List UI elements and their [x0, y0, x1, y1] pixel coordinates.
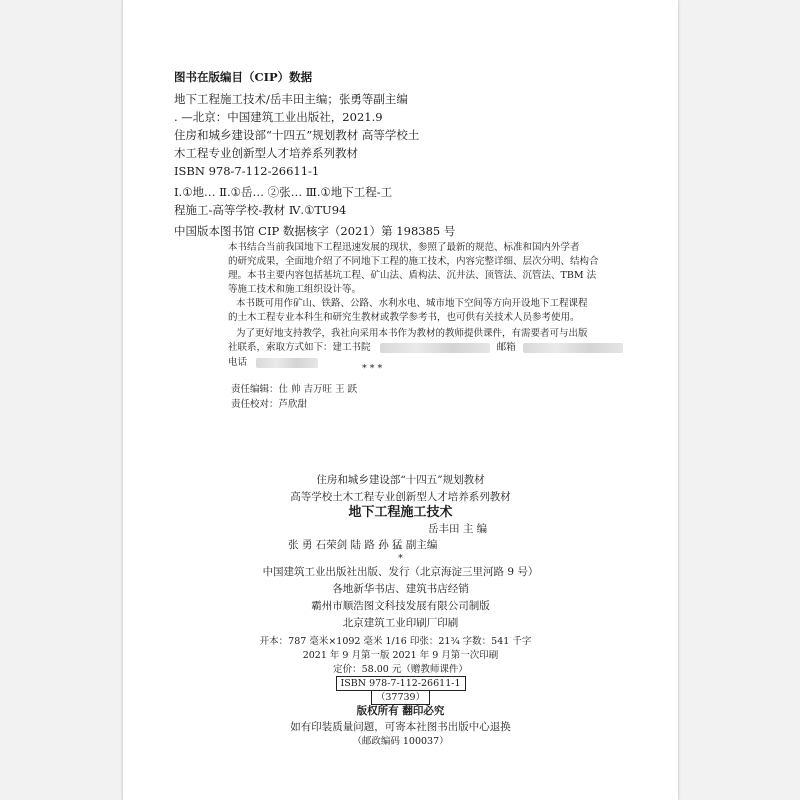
summary-line: 社联系，索取方式如下：建工书院: [228, 342, 371, 353]
proofreader-line: 责任校对：芦欣甜: [231, 399, 308, 410]
edition-line: 2021 年 9 月第一版 2021 年 9 月第一次印刷: [302, 650, 499, 661]
return-notice: 如有印装质量问题，可寄本社图书出版中心退换: [290, 721, 511, 733]
postcode-line: （邮政编码 100037）: [352, 736, 449, 747]
summary-line: 本书结合当前我国地下工程迅速发展的现状，参照了最新的规范、标准和国内外学者: [228, 242, 580, 253]
summary-line: 本书既可用作矿山、铁路、公路、水利水电、城市地下空间等方向开设地下工程课程: [236, 298, 588, 309]
distributor-line: 各地新华书店、建筑书店经销: [332, 583, 469, 595]
cip-line: 程施工-高等学校-教材 Ⅳ.①TU94: [174, 203, 347, 217]
summary-line: 为了更好地支持教学，我社向采用本书作为教材的教师提供课件，有需要者可与出版: [236, 328, 588, 339]
email-label: 邮箱: [496, 342, 516, 353]
publisher-line: 中国建筑工业出版社出版、发行（北京海淀三里河路 9 号）: [262, 566, 539, 578]
cip-line: 木工程专业创新型人才培养系列教材: [174, 146, 358, 160]
separator-stars: * * *: [362, 363, 383, 374]
isbn-box: ISBN 978-7-112-26611-1: [336, 676, 466, 691]
redacted-contact: [380, 343, 490, 353]
editor-line: 责任编辑：仕 帅 吉万旺 王 跃: [231, 384, 358, 395]
separator-star: *: [398, 553, 403, 564]
format-line: 开本：787 毫米×1092 毫米 1/16 印张：21¾ 字数：541 千字: [259, 636, 532, 647]
redacted-phone: [256, 358, 318, 368]
summary-line: 的土木工程专业本科生和研究生教材或教学参考书，也可供有关技术人员参考使用。: [228, 312, 580, 323]
cip-line: . —北京：中国建筑工业出版社，2021.9: [174, 110, 383, 124]
price-line: 定价：58.00 元（赠教师课件）: [333, 664, 468, 675]
deputy-editors: 张 勇 石荣剑 陆 路 孙 猛 副主编: [288, 539, 438, 551]
cip-line: Ⅰ.①地… Ⅱ.①岳… ②张… Ⅲ.①地下工程-工: [174, 185, 393, 199]
cip-line: 住房和城乡建设部“十四五”规划教材 高等学校土: [174, 128, 420, 142]
summary-line: 理。本书主要内容包括基坑工程、矿山法、盾构法、沉井法、顶管法、沉管法、TBM 法: [228, 270, 597, 281]
series-line: 高等学校土木工程专业创新型人才培养系列教材: [290, 491, 511, 503]
plate-maker-line: 霸州市顺浩图文科技发展有限公司制版: [311, 600, 490, 612]
cip-line: 地下工程施工技术/岳丰田主编；张勇等副主编: [174, 92, 408, 106]
summary-line: 的研究成果，全面地介绍了不同地下工程的施工技术，内容完整详细、层次分明、结构合: [228, 256, 599, 267]
phone-label: 电话: [228, 357, 248, 368]
summary-phone-line: [228, 356, 318, 370]
printer-line: 北京建筑工业印刷厂印刷: [342, 617, 459, 629]
cip-heading: 图书在版编目（CIP）数据: [174, 70, 313, 84]
code-box: （37739）: [371, 690, 430, 705]
cip-isbn: ISBN 978-7-112-26611-1: [174, 164, 320, 178]
isbn-line: [123, 676, 678, 691]
summary-line: 等施工技术和施工组织设计等。: [228, 284, 362, 295]
series-line: 住房和城乡建设部“十四五”规划教材: [316, 474, 485, 486]
rights-reserved: 版权所有 翻印必究: [356, 705, 445, 717]
summary-contact-line: [228, 341, 623, 355]
chief-editor: 岳丰田 主 编: [428, 523, 488, 535]
book-title: 地下工程施工技术: [348, 505, 453, 520]
cip-record: 中国版本图书馆 CIP 数据核字（2021）第 198385 号: [174, 224, 456, 238]
redacted-email: [523, 343, 623, 353]
